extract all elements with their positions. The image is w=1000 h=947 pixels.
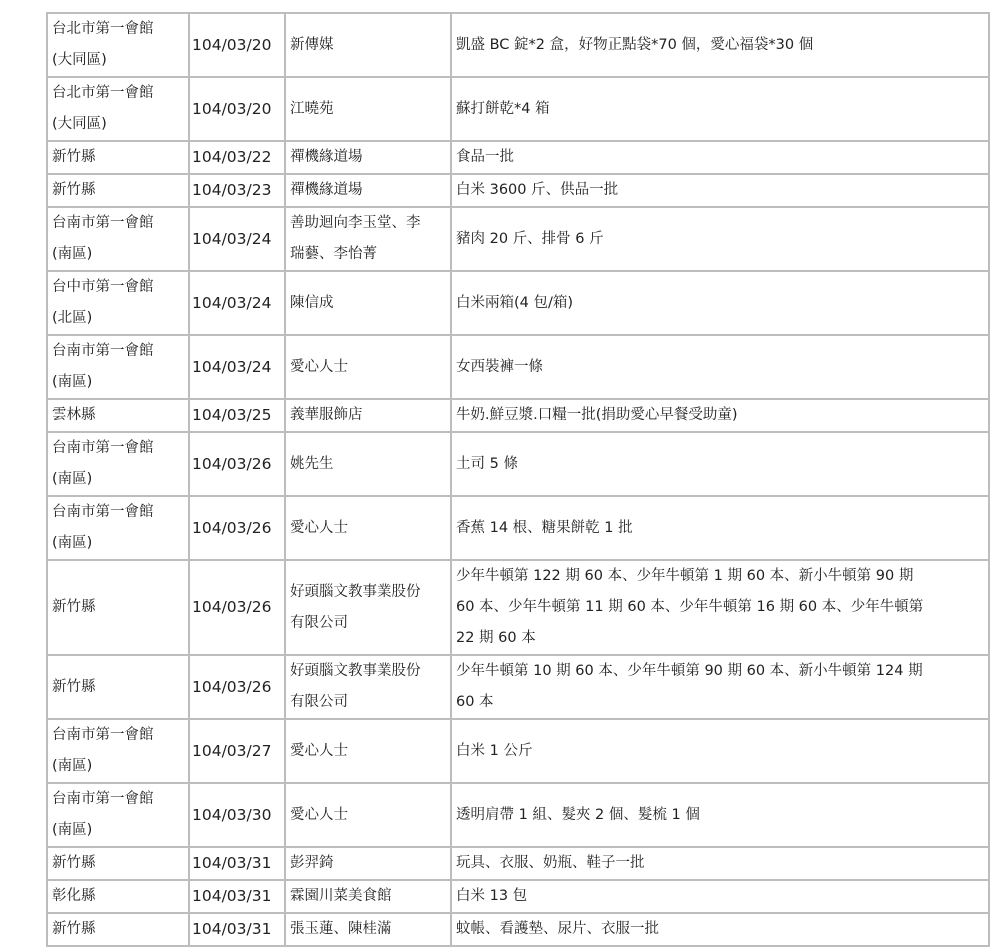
region-cell xyxy=(47,271,189,335)
date-cell: 104/03/24 xyxy=(189,271,285,335)
region-cell xyxy=(47,207,189,271)
region-cell xyxy=(47,13,189,77)
table-row xyxy=(47,77,989,141)
table-row xyxy=(47,207,989,271)
items-cell: 豬肉 20 斤、排骨 6 斤 xyxy=(451,207,989,271)
donor-cell xyxy=(285,207,451,271)
items-cell: 蘇打餅乾*4 箱 xyxy=(451,77,989,141)
region-cell-line: (南區) xyxy=(52,758,93,774)
items-cell-line: 60 本 xyxy=(456,694,494,710)
items-cell: 白米 1 公斤 xyxy=(451,719,989,783)
table-row xyxy=(47,880,989,913)
items-cell: 透明肩帶 1 組、髮夾 2 個、髮梳 1 個 xyxy=(451,783,989,847)
donor-cell: 愛心人士 xyxy=(285,719,451,783)
donor-cell: 禪機緣道場 xyxy=(285,174,451,207)
items-cell: 凱盛 BC 錠*2 盒，好物正點袋*70 個，愛心福袋*30 個 xyxy=(451,13,989,77)
items-cell: 牛奶.鮮豆漿.口糧一批(捐助愛心早餐受助童) xyxy=(451,399,989,432)
date-cell: 104/03/27 xyxy=(189,719,285,783)
table-row xyxy=(47,432,989,496)
region-cell: 新竹縣 xyxy=(47,847,189,880)
date-cell: 104/03/24 xyxy=(189,335,285,399)
region-cell-line: (大同區) xyxy=(52,52,107,68)
date-cell: 104/03/20 xyxy=(189,77,285,141)
donor-cell-line: 有限公司 xyxy=(290,694,348,710)
region-cell: 新竹縣 xyxy=(47,141,189,174)
items-cell: 香蕉 14 根、糖果餅乾 1 批 xyxy=(451,496,989,560)
date-cell: 104/03/30 xyxy=(189,783,285,847)
date-cell: 104/03/20 xyxy=(189,13,285,77)
table-row xyxy=(47,560,989,655)
table-row xyxy=(47,335,989,399)
items-cell-line: 少年牛頓第 10 期 60 本、少年牛頓第 90 期 60 本、新小牛頓第 124 期 xyxy=(456,663,923,679)
region-cell-line: 台南市第一會館 xyxy=(52,440,154,456)
table-row xyxy=(47,174,989,207)
region-cell-line: (南區) xyxy=(52,471,93,487)
items-cell: 土司 5 條 xyxy=(451,432,989,496)
region-cell: 新竹縣 xyxy=(47,655,189,719)
region-cell xyxy=(47,719,189,783)
region-cell-line: 台南市第一會館 xyxy=(52,343,154,359)
region-cell-line: 台北市第一會館 xyxy=(52,85,154,101)
region-cell-line: (南區) xyxy=(52,535,93,551)
donation-table-body xyxy=(47,13,989,946)
table-row xyxy=(47,847,989,880)
date-cell: 104/03/26 xyxy=(189,560,285,655)
donor-cell xyxy=(285,560,451,655)
items-cell: 玩具、衣服、奶瓶、鞋子一批 xyxy=(451,847,989,880)
table-row xyxy=(47,913,989,946)
region-cell: 新竹縣 xyxy=(47,913,189,946)
region-cell: 新竹縣 xyxy=(47,560,189,655)
donor-cell-line: 善助迴向李玉堂、李 xyxy=(290,215,421,231)
donor-cell: 張玉蓮、陳桂滿 xyxy=(285,913,451,946)
donor-cell: 姚先生 xyxy=(285,432,451,496)
items-cell xyxy=(451,655,989,719)
donor-cell: 江曉苑 xyxy=(285,77,451,141)
table-row xyxy=(47,719,989,783)
items-cell: 白米 13 包 xyxy=(451,880,989,913)
donor-cell: 霖園川菜美食館 xyxy=(285,880,451,913)
donor-cell: 愛心人士 xyxy=(285,783,451,847)
region-cell: 彰化縣 xyxy=(47,880,189,913)
region-cell-line: 台北市第一會館 xyxy=(52,21,154,37)
date-cell: 104/03/26 xyxy=(189,432,285,496)
date-cell: 104/03/31 xyxy=(189,880,285,913)
donor-cell: 新傳媒 xyxy=(285,13,451,77)
date-cell: 104/03/25 xyxy=(189,399,285,432)
donor-cell xyxy=(285,655,451,719)
donor-cell-line: 好頭腦文教事業股份 xyxy=(290,583,421,600)
date-cell: 104/03/31 xyxy=(189,847,285,880)
table-row xyxy=(47,783,989,847)
region-cell-line: (南區) xyxy=(52,374,93,390)
items-cell: 女西裝褲一條 xyxy=(451,335,989,399)
items-cell-line: 22 期 60 本 xyxy=(456,630,536,646)
region-cell-line: (南區) xyxy=(52,246,93,262)
table-row xyxy=(47,496,989,560)
region-cell xyxy=(47,335,189,399)
items-cell: 蚊帳、看護墊、尿片、衣服一批 xyxy=(451,913,989,946)
region-cell-line: (北區) xyxy=(52,310,93,326)
region-cell: 新竹縣 xyxy=(47,174,189,207)
region-cell xyxy=(47,496,189,560)
donation-table xyxy=(46,12,990,947)
donor-cell-line: 瑞藝、李怡菁 xyxy=(290,246,377,262)
date-cell: 104/03/22 xyxy=(189,141,285,174)
items-cell: 食品一批 xyxy=(451,141,989,174)
table-row xyxy=(47,655,989,719)
region-cell xyxy=(47,783,189,847)
region-cell-line: 台南市第一會館 xyxy=(52,504,154,520)
region-cell: 雲林縣 xyxy=(47,399,189,432)
items-cell xyxy=(451,560,989,655)
donor-cell-line: 有限公司 xyxy=(290,614,348,631)
region-cell-line: 台中市第一會館 xyxy=(52,279,154,295)
region-cell xyxy=(47,77,189,141)
table-row xyxy=(47,141,989,174)
items-cell-line: 少年牛頓第 122 期 60 本、少年牛頓第 1 期 60 本、新小牛頓第 90 期 xyxy=(456,568,914,584)
items-cell-line: 60 本、少年牛頓第 11 期 60 本、少年牛頓第 16 期 60 本、少年牛頓第 xyxy=(456,599,924,615)
date-cell: 104/03/26 xyxy=(189,496,285,560)
donor-cell: 彭羿錡 xyxy=(285,847,451,880)
date-cell: 104/03/23 xyxy=(189,174,285,207)
region-cell-line: (大同區) xyxy=(52,116,107,132)
donor-cell-line: 好頭腦文教事業股份 xyxy=(290,663,421,679)
table-row xyxy=(47,13,989,77)
date-cell: 104/03/31 xyxy=(189,913,285,946)
date-cell: 104/03/24 xyxy=(189,207,285,271)
donor-cell: 義華服飾店 xyxy=(285,399,451,432)
donor-cell: 禪機緣道場 xyxy=(285,141,451,174)
items-cell: 白米 3600 斤、供品一批 xyxy=(451,174,989,207)
region-cell xyxy=(47,432,189,496)
region-cell-line: 台南市第一會館 xyxy=(52,215,154,231)
table-row xyxy=(47,399,989,432)
donor-cell: 陳信成 xyxy=(285,271,451,335)
items-cell: 白米兩箱(4 包/箱) xyxy=(451,271,989,335)
table-row xyxy=(47,271,989,335)
donor-cell: 愛心人士 xyxy=(285,496,451,560)
region-cell-line: 台南市第一會館 xyxy=(52,791,154,807)
donor-cell: 愛心人士 xyxy=(285,335,451,399)
region-cell-line: 台南市第一會館 xyxy=(52,727,154,743)
date-cell: 104/03/26 xyxy=(189,655,285,719)
region-cell-line: (南區) xyxy=(52,822,93,838)
